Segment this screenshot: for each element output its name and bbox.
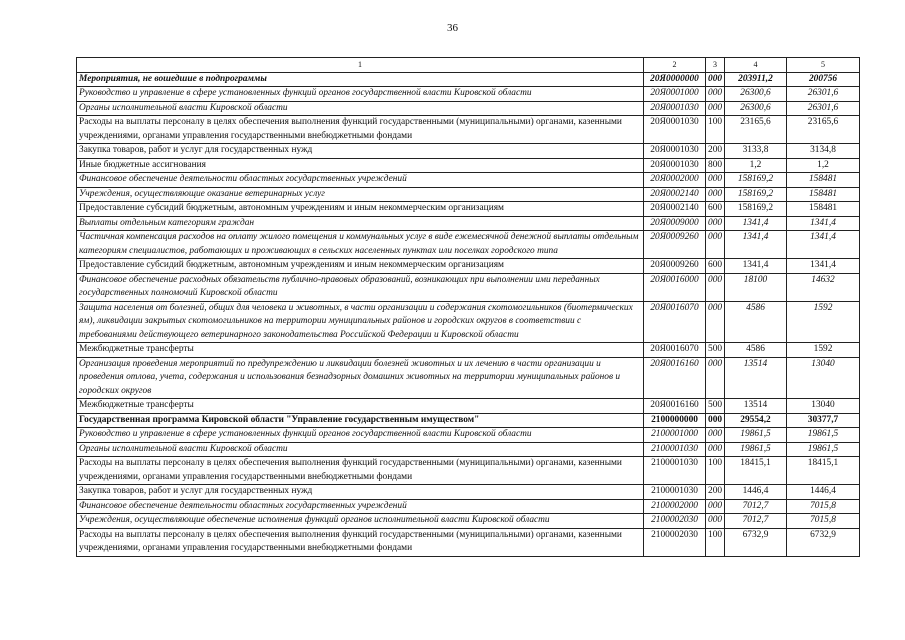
amount-year2: 1341,4 — [787, 231, 860, 259]
table-row — [77, 528, 860, 556]
amount-year1: 158169,2 — [725, 173, 787, 188]
amount-year2: 18415,1 — [787, 457, 860, 485]
amount-year2: 1,2 — [787, 158, 860, 173]
amount-year2: 13040 — [787, 399, 860, 414]
item-name: Мероприятия, не вошедшие в подпрограммы — [77, 72, 644, 87]
table-row — [77, 116, 860, 144]
target-code: 2100001030 — [644, 442, 706, 457]
amount-year2: 158481 — [787, 202, 860, 217]
table-row — [77, 301, 860, 343]
amount-year1: 203911,2 — [725, 72, 787, 87]
amount-year1: 1341,4 — [725, 216, 787, 231]
amount-year1: 19861,5 — [725, 428, 787, 443]
target-code: 2100000000 — [644, 413, 706, 428]
amount-year1: 18100 — [725, 273, 787, 301]
amount-year1: 158169,2 — [725, 202, 787, 217]
amount-year2: 200756 — [787, 72, 860, 87]
table-row — [77, 202, 860, 217]
amount-year2: 1341,4 — [787, 259, 860, 274]
amount-year1: 1341,4 — [725, 259, 787, 274]
amount-year1: 26300,6 — [725, 101, 787, 116]
target-code: 2100002000 — [644, 499, 706, 514]
target-code: 2100002030 — [644, 528, 706, 556]
amount-year2: 23165,6 — [787, 116, 860, 144]
target-code: 2100001030 — [644, 457, 706, 485]
amount-year1: 4586 — [725, 343, 787, 358]
item-name: Финансовое обеспечение деятельности областных государственных учреждений — [77, 173, 644, 188]
item-name: Организация проведения мероприятий по предупреждению и ликвидации болезней животных и их лечению в части организации и проведения отлова, учета, содержания и использования безнадзорных домашних животных на территории муниципальных районов и городских округов — [77, 357, 644, 399]
table-row — [77, 187, 860, 202]
expense-type: 000 — [706, 301, 725, 343]
expense-type: 100 — [706, 457, 725, 485]
item-name: Защита населения от болезней, общих для человека и животных, в части организации и содержания скотомогильников (биотермических ям), ликвидации закрытых скотомогильников на территории муниципальных районов и городских округов в соответствии с требованиями действующего ветеринарного законодательства Российской Федерации и Кировской области — [77, 301, 644, 343]
table-row — [77, 413, 860, 428]
table-row — [77, 72, 860, 87]
table-header-row — [77, 58, 860, 73]
amount-year1: 29554,2 — [725, 413, 787, 428]
item-name: Частичная компенсация расходов на оплату жилого помещения и коммунальных услуг в виде ежемесячной денежной выплаты отдельным категориям специалистов, работающих и проживающих в сельских населенных пунктах или поселках городского типа — [77, 231, 644, 259]
expense-type: 100 — [706, 528, 725, 556]
table-row — [77, 273, 860, 301]
table-row — [77, 457, 860, 485]
table-row — [77, 259, 860, 274]
expense-type: 500 — [706, 343, 725, 358]
expense-type: 800 — [706, 158, 725, 173]
amount-year1: 6732,9 — [725, 528, 787, 556]
target-code: 2100001030 — [644, 485, 706, 500]
item-name: Межбюджетные трансферты — [77, 343, 644, 358]
amount-year2: 1592 — [787, 343, 860, 358]
amount-year2: 19861,5 — [787, 428, 860, 443]
item-name: Органы исполнительной власти Кировской области — [77, 442, 644, 457]
amount-year1: 1341,4 — [725, 231, 787, 259]
item-name: Закупка товаров, работ и услуг для государственных нужд — [77, 144, 644, 159]
target-code: 20Я0002000 — [644, 173, 706, 188]
amount-year1: 13514 — [725, 357, 787, 399]
amount-year1: 158169,2 — [725, 187, 787, 202]
column-header: 5 — [787, 58, 860, 73]
amount-year2: 7015,8 — [787, 499, 860, 514]
expense-type: 000 — [706, 187, 725, 202]
amount-year1: 1,2 — [725, 158, 787, 173]
table-row — [77, 101, 860, 116]
amount-year1: 7012,7 — [725, 499, 787, 514]
amount-year2: 19861,5 — [787, 442, 860, 457]
amount-year1: 23165,6 — [725, 116, 787, 144]
amount-year1: 26300,6 — [725, 87, 787, 102]
item-name: Учреждения, осуществляющие обеспечение исполнения функций органов исполнительной власти Кировской области — [77, 514, 644, 529]
expense-type: 600 — [706, 202, 725, 217]
expense-type: 200 — [706, 485, 725, 500]
amount-year2: 1446,4 — [787, 485, 860, 500]
item-name: Выплаты отдельным категориям граждан — [77, 216, 644, 231]
expense-type: 000 — [706, 413, 725, 428]
expense-type: 000 — [706, 357, 725, 399]
target-code: 20Я0009260 — [644, 259, 706, 274]
expense-type: 100 — [706, 116, 725, 144]
amount-year2: 13040 — [787, 357, 860, 399]
target-code: 20Я0016070 — [644, 343, 706, 358]
target-code: 2100002030 — [644, 514, 706, 529]
column-header: 4 — [725, 58, 787, 73]
item-name: Учреждения, осуществляющие оказание ветеринарных услуг — [77, 187, 644, 202]
table-row — [77, 216, 860, 231]
target-code: 20Я0016000 — [644, 273, 706, 301]
target-code: 20Я0009000 — [644, 216, 706, 231]
target-code: 20Я0016160 — [644, 357, 706, 399]
expense-type: 000 — [706, 72, 725, 87]
item-name: Расходы на выплаты персоналу в целях обеспечения выполнения функций государственными (муниципальными) органами, казенными учреждениями, органами управления государственными внебюджетными фондами — [77, 457, 644, 485]
expense-type: 200 — [706, 144, 725, 159]
amount-year1: 3133,8 — [725, 144, 787, 159]
amount-year1: 19861,5 — [725, 442, 787, 457]
amount-year2: 30377,7 — [787, 413, 860, 428]
column-header: 3 — [706, 58, 725, 73]
target-code: 20Я0001000 — [644, 87, 706, 102]
amount-year2: 26301,6 — [787, 87, 860, 102]
amount-year2: 3134,8 — [787, 144, 860, 159]
item-name: Иные бюджетные ассигнования — [77, 158, 644, 173]
column-header: 1 — [77, 58, 644, 73]
amount-year2: 26301,6 — [787, 101, 860, 116]
expense-type: 000 — [706, 428, 725, 443]
table-row — [77, 158, 860, 173]
target-code: 20Я0002140 — [644, 202, 706, 217]
table-row — [77, 173, 860, 188]
table-row — [77, 499, 860, 514]
target-code: 20Я0016070 — [644, 301, 706, 343]
page-number: 36 — [447, 22, 458, 34]
target-code: 20Я0001030 — [644, 158, 706, 173]
expense-type: 000 — [706, 499, 725, 514]
table-row — [77, 343, 860, 358]
item-name: Финансовое обеспечение деятельности областных государственных учреждений — [77, 499, 644, 514]
table-row — [77, 514, 860, 529]
item-name: Органы исполнительной власти Кировской области — [77, 101, 644, 116]
expense-type: 000 — [706, 216, 725, 231]
amount-year2: 14632 — [787, 273, 860, 301]
target-code: 20Я0000000 — [644, 72, 706, 87]
item-name: Руководство и управление в сфере установленных функций органов государственной власти Кировской области — [77, 428, 644, 443]
amount-year2: 6732,9 — [787, 528, 860, 556]
item-name: Руководство и управление в сфере установленных функций органов государственной власти Кировской области — [77, 87, 644, 102]
table-row — [77, 231, 860, 259]
expense-type: 000 — [706, 231, 725, 259]
item-name: Финансовое обеспечение расходных обязательств публично-правовых образований, возникающих при выполнении ими переданных государственных полномочий Кировской области — [77, 273, 644, 301]
budget-table — [76, 57, 860, 557]
table-row — [77, 399, 860, 414]
expense-type: 000 — [706, 442, 725, 457]
amount-year2: 158481 — [787, 173, 860, 188]
target-code: 20Я0002140 — [644, 187, 706, 202]
amount-year2: 1341,4 — [787, 216, 860, 231]
target-code: 20Я0016160 — [644, 399, 706, 414]
amount-year1: 13514 — [725, 399, 787, 414]
item-name: Предоставление субсидий бюджетным, автономным учреждениям и иным некоммерческим организациям — [77, 202, 644, 217]
target-code: 20Я0009260 — [644, 231, 706, 259]
target-code: 20Я0001030 — [644, 144, 706, 159]
amount-year2: 7015,8 — [787, 514, 860, 529]
item-name: Расходы на выплаты персоналу в целях обеспечения выполнения функций государственными (муниципальными) органами, казенными учреждениями, органами управления государственными внебюджетными фондами — [77, 116, 644, 144]
table-row — [77, 485, 860, 500]
column-header: 2 — [644, 58, 706, 73]
table-row — [77, 144, 860, 159]
item-name: Расходы на выплаты персоналу в целях обеспечения выполнения функций государственными (муниципальными) органами, казенными учреждениями, органами управления государственными внебюджетными фондами — [77, 528, 644, 556]
expense-type: 000 — [706, 173, 725, 188]
table-row — [77, 87, 860, 102]
expense-type: 000 — [706, 87, 725, 102]
amount-year1: 7012,7 — [725, 514, 787, 529]
table-row — [77, 357, 860, 399]
amount-year1: 18415,1 — [725, 457, 787, 485]
expense-type: 000 — [706, 514, 725, 529]
target-code: 20Я0001030 — [644, 101, 706, 116]
amount-year2: 1592 — [787, 301, 860, 343]
amount-year2: 158481 — [787, 187, 860, 202]
expense-type: 000 — [706, 101, 725, 116]
amount-year1: 4586 — [725, 301, 787, 343]
expense-type: 600 — [706, 259, 725, 274]
target-code: 20Я0001030 — [644, 116, 706, 144]
table-row — [77, 428, 860, 443]
table-row — [77, 442, 860, 457]
expense-type: 000 — [706, 273, 725, 301]
item-name: Предоставление субсидий бюджетным, автономным учреждениям и иным некоммерческим организациям — [77, 259, 644, 274]
expense-type: 500 — [706, 399, 725, 414]
item-name: Государственная программа Кировской области "Управление государственным имуществом" — [77, 413, 644, 428]
amount-year1: 1446,4 — [725, 485, 787, 500]
target-code: 2100001000 — [644, 428, 706, 443]
item-name: Закупка товаров, работ и услуг для государственных нужд — [77, 485, 644, 500]
item-name: Межбюджетные трансферты — [77, 399, 644, 414]
